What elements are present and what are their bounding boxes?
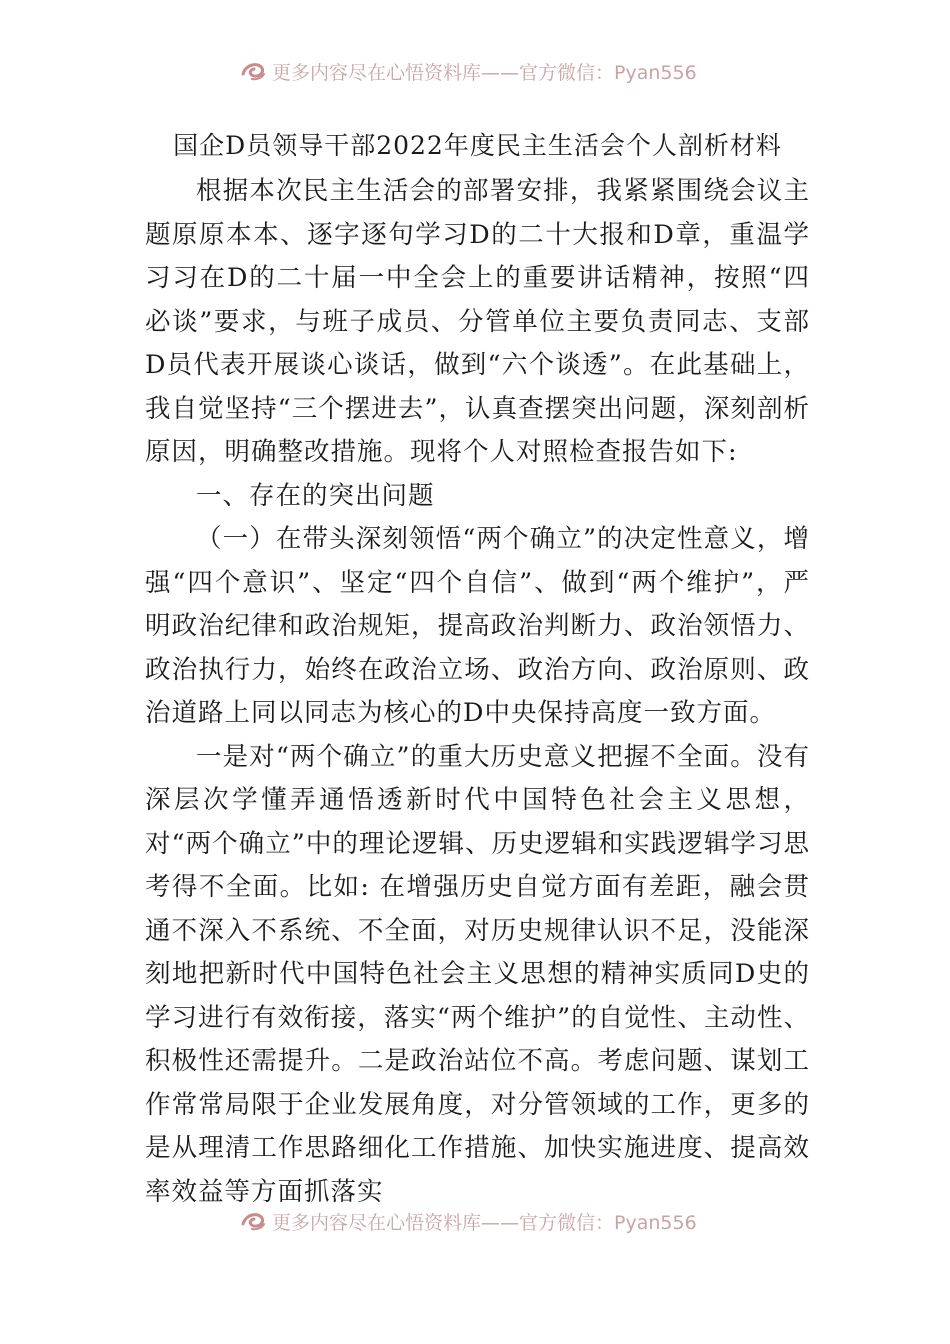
swirl-logo-icon [240,1210,266,1232]
watermark-text: 更多内容尽在心悟资料库——官方微信：Pyan556 [272,61,697,84]
section-heading: 一、存在的突出问题 [196,480,435,511]
problem-paragraph: 一是对“两个确立”的重大历史意义把握不全面。没有深层次学懂弄通悟透新时代中国特色社会主义思想，对“两个确立”中的理论逻辑、历史逻辑和实践逻辑学习思考得不全面。比如: 在增强历史自觉方面有差距，融会贯通不深入不系统、不全面，对历史规律认识不足，没能深刻地把新时代中国特色社会主义思想的精神实质同D史的学习进行有效衔接，落实“两个维护”的自觉性、主动性、积极性还需提升。二是政治站位不高。考虑问题、谋划工作常常局限于企业发展角度，对分管领域的工作，更多的是从理清工作思路细化工作措施、加快实施进度、提高效率效益等方面抓落实 [145,741,810,1207]
footer-watermark [240,1208,720,1234]
header-watermark [240,58,720,84]
document-body [145,170,810,1214]
swirl-logo-icon [240,60,266,82]
document-title: 国企D员领导干部2022年度民主生活会个人剖析材料 [173,131,782,160]
intro-paragraph: 根据本次民主生活会的部署安排，我紧紧围绕会议主题原原本本、逐字逐句学习D的二十大报和D章，重温学习习在D的二十届一中全会上的重要讲话精神，按照“四必谈”要求，与班子成员、分管单位主要负责同志、支部D员代表开展谈心谈话，做到“六个谈透”。在此基础上，我自觉坚持“三个摆进去”，认真查摆突出问题，深刻剖析原因，明确整改措施。现将个人对照检查报告如下: [145,176,810,467]
watermark-text: 更多内容尽在心悟资料库——官方微信：Pyan556 [272,1211,697,1234]
subsection-heading: （一）在带头深刻领悟“两个确立”的决定性意义，增强“四个意识”、坚定“四个自信”、做到“两个维护”，严明政治纪律和政治规矩，提高政治判断力、政治领悟力、政治执行力，始终在政治立场、政治方向、政治原则、政治道路上同以同志为核心的D中央保持高度一致方面。 [145,524,810,728]
